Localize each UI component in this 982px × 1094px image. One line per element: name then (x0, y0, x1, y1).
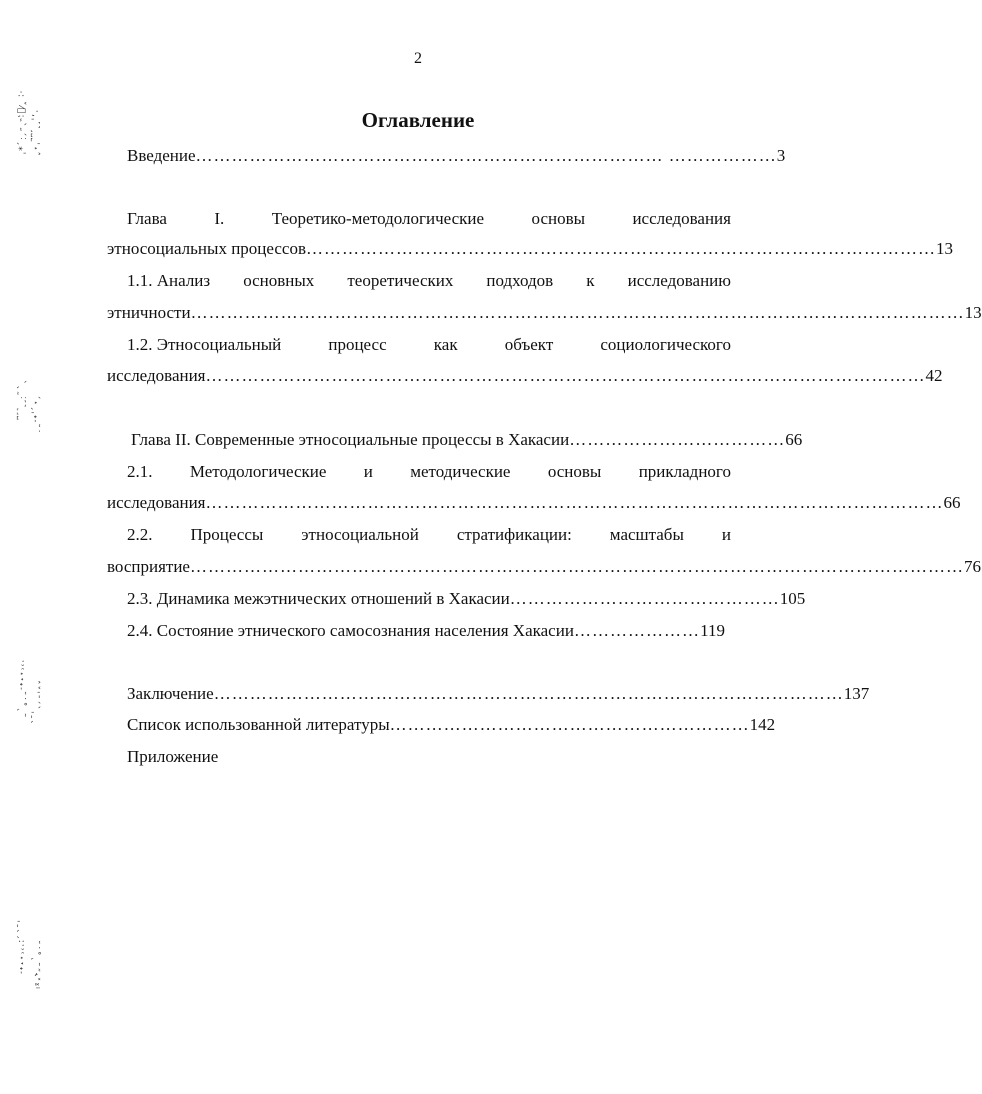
toc-entry-page: 3 (776, 146, 786, 165)
toc-section-2-3[interactable] (127, 588, 806, 610)
margin-mark: ˌˍˎˏːˑ˒˓˔˕˖˗ (16, 920, 26, 975)
toc-entry-appendix[interactable] (127, 746, 218, 768)
toc-chapter-1-continuation[interactable] (107, 238, 953, 260)
section-word: стратификации: (456, 525, 572, 544)
margin-mark: ˑ˒˓˔˕˖˗˘˙˚˛˜ (16, 660, 26, 719)
toc-entry-page: 66 (785, 430, 803, 449)
toc-entry-label: Список использованной литературы (127, 715, 390, 734)
toc-entry-page: 137 (843, 684, 870, 703)
section-word: теоретических (347, 271, 454, 290)
section-word: и (721, 525, 731, 544)
section-word: основных (243, 271, 315, 290)
heading-word: I. (214, 209, 225, 228)
toc-section-2-4[interactable] (127, 620, 725, 642)
dot-leader: ………………………………………………………………………………………………………… (205, 366, 926, 385)
toc-entry-page: 119 (700, 621, 725, 640)
toc-entry-label: Глава II. Современные этносоциальные процессы в Хакасии (131, 430, 570, 449)
section-word: 2.2. (127, 525, 153, 544)
section-word: и (363, 462, 373, 481)
toc-entry-page: 42 (925, 366, 943, 385)
margin-mark: ˋˎ˷˸˹˺˻˼˽ (16, 380, 26, 421)
dot-leader: ………………………………………………………………………………………………………………… (189, 557, 964, 576)
toc-entry-label: исследования (107, 366, 206, 385)
heading-word: Глава (127, 209, 167, 228)
toc-entry-intro[interactable] (127, 145, 786, 167)
toc-section-2-1[interactable] (127, 461, 731, 483)
toc-section-1-1-continuation[interactable] (107, 302, 982, 324)
dot-leader: …………………………………………………………………………………………………………… (205, 493, 944, 512)
toc-entry-label: восприятие (107, 557, 190, 576)
dot-leader: ………………………………………………………………………………………………………………… (190, 303, 965, 322)
toc-section-2-2-continuation[interactable] (107, 556, 981, 578)
toc-entry-conclusion[interactable] (127, 683, 870, 705)
toc-section-1-2[interactable] (127, 334, 731, 356)
toc-entry-label: Заключение (127, 684, 214, 703)
margin-mark: ˊ˔ˏˌ˖˗˘˙ (30, 395, 40, 435)
toc-entry-page: 13 (964, 303, 982, 322)
toc-chapter-1-heading[interactable] (127, 208, 731, 230)
toc-entry-page: 105 (779, 589, 806, 608)
margin-mark: ∴ˇ⁄ﾞ⁏˵ˋ˶ˊ˸ˏ⁎ˈ (16, 90, 26, 156)
toc-entry-label: 2.3. Динамика межэтнических отношений в Хакасии (127, 589, 510, 608)
toc-entry-bibliography[interactable] (127, 714, 776, 736)
page-number: 2 (414, 50, 422, 67)
toc-entry-label: Приложение (127, 747, 219, 766)
dot-leader: ………………… (573, 621, 700, 640)
section-word: прикладного (638, 462, 731, 481)
page-title: Оглавление (361, 108, 475, 132)
section-word: исследованию (627, 271, 731, 290)
section-word: Процессы (190, 525, 264, 544)
toc-entry-label: 2.4. Состояние этнического самосознания населения Хакасии (127, 621, 574, 640)
heading-word: основы (531, 209, 586, 228)
section-word: подходов (486, 271, 554, 290)
dot-leader: …………………………………………………………………… ……………… (195, 146, 777, 165)
margin-mark: ˆˇˈˉˊˋˌˍˎ (30, 680, 40, 726)
toc-entry-page: 13 (935, 239, 953, 258)
section-word: методические (410, 462, 511, 481)
toc-entry-page: 76 (963, 557, 981, 576)
margin-stamp-marks (0, 0, 70, 1094)
toc-section-2-1-continuation[interactable] (107, 492, 961, 514)
section-word: масштабы (609, 525, 684, 544)
toc-section-1-1[interactable] (127, 270, 731, 292)
section-word: как (433, 335, 458, 354)
margin-mark: ˘˙˚˛˜˝˞˟ˠˡ (30, 940, 40, 990)
toc-section-1-2-continuation[interactable] (107, 365, 943, 387)
section-word: к (586, 271, 595, 290)
section-word: 2.1. (127, 462, 153, 481)
dot-leader: ……………………………………… (509, 589, 780, 608)
toc-chapter-2-heading[interactable] (131, 429, 803, 451)
toc-entry-page: 66 (943, 493, 961, 512)
toc-entry-label: Введение (127, 146, 196, 165)
toc-entry-label: этносоциальных процессов (107, 239, 306, 258)
heading-word: Теоретико-методологические (271, 209, 485, 228)
section-word: основы (547, 462, 602, 481)
heading-word: исследования (632, 209, 731, 228)
margin-mark: ˑ‚ˌ˹˺˼˽˾ˈ˔ˆ (30, 110, 40, 157)
section-word: этносоциальной (301, 525, 419, 544)
dot-leader: …………………………………………………… (389, 715, 750, 734)
dot-leader: ……………………………… (569, 430, 786, 449)
section-word: 1.2. Этносоциальный (127, 335, 282, 354)
dot-leader: …………………………………………………………………………………………… (213, 684, 844, 703)
section-word: процесс (328, 335, 387, 354)
toc-entry-label: исследования (107, 493, 206, 512)
toc-entry-page: 142 (749, 715, 776, 734)
toc-section-2-2[interactable] (127, 524, 731, 546)
toc-entry-label: этничности (107, 303, 191, 322)
dot-leader: …………………………………………………………………………………………… (305, 239, 936, 258)
section-word: объект (504, 335, 554, 354)
section-word: социологического (600, 335, 731, 354)
section-word: Методологические (189, 462, 327, 481)
section-word: 1.1. Анализ (127, 271, 211, 290)
